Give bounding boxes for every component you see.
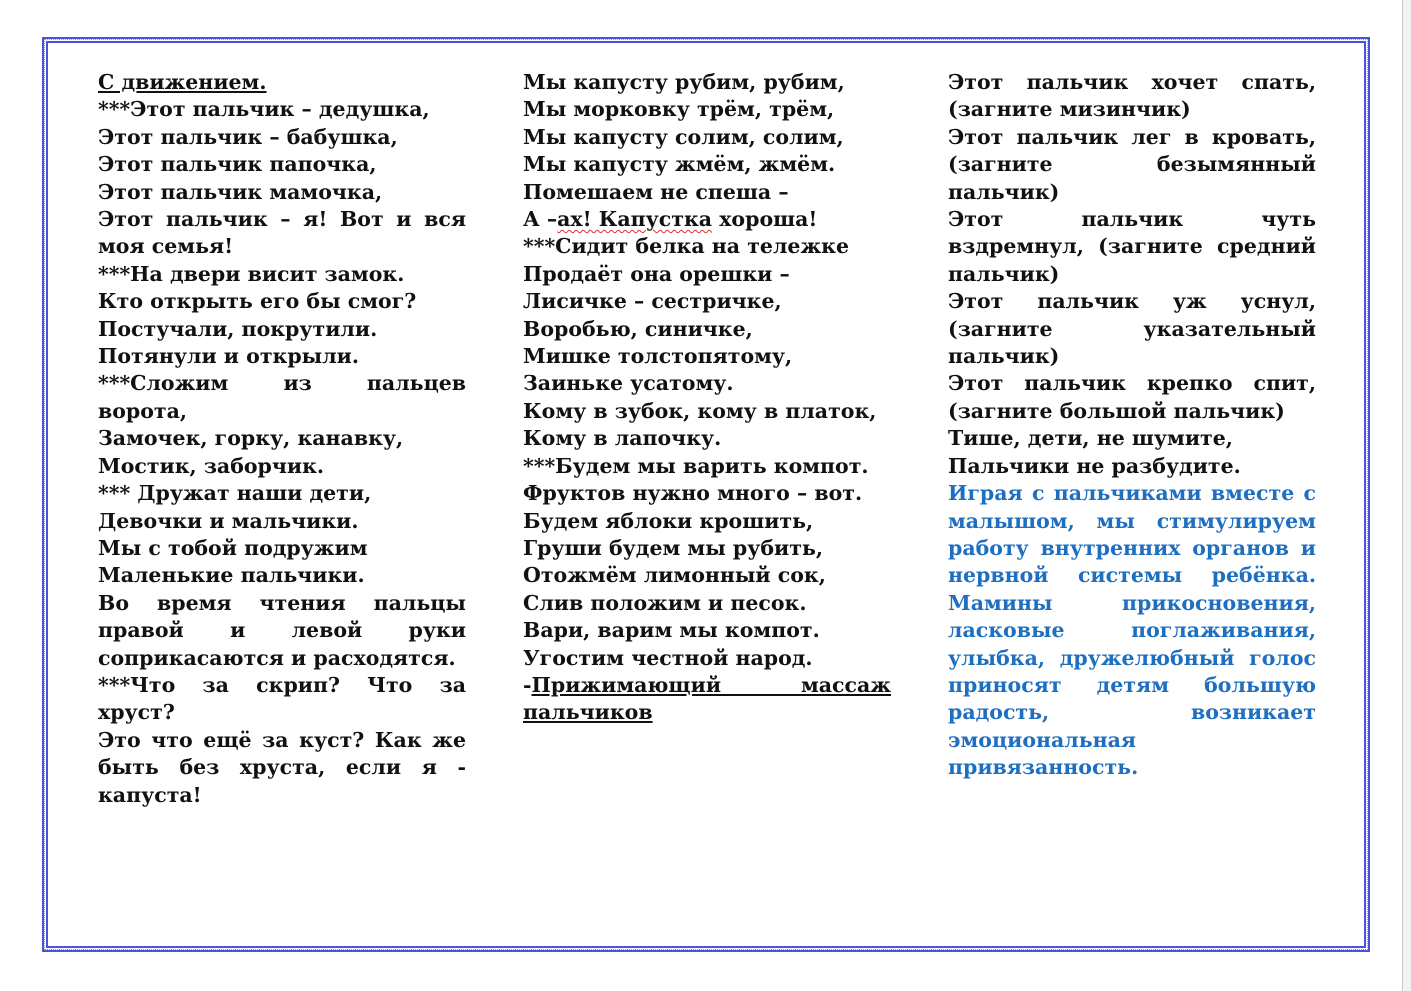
text-line: Этот пальчик хочет спать, (загните мизинчик) (948, 70, 1316, 122)
text-line: Отожмём лимонный сок, (523, 563, 826, 588)
text-line: ***Что за скрип? Что за хруст? (98, 672, 466, 725)
text-line: Груши будем мы рубить, (523, 535, 824, 560)
text-line: Этот пальчик крепко спит, (загните большой пальчик) (948, 371, 1316, 423)
text-line: Во время чтения пальцы правой и левой руки соприкасаются и расходятся. (98, 590, 466, 670)
text-fragment: - (523, 672, 532, 697)
text-line: Мы капусту солим, солим, (523, 124, 844, 149)
text-line: ***Этот пальчик – дедушка, (98, 97, 430, 122)
text-line: ***Сложим из пальцев ворота, (98, 371, 466, 423)
text-line: Продаёт она орешки – (523, 261, 790, 286)
text-line: Потянули и открыли. (98, 344, 360, 369)
text-fragment: А – (523, 207, 558, 232)
text-line: Этот пальчик чуть вздремнул, (загните средний пальчик) (948, 207, 1316, 286)
spellcheck-flagged-word[interactable]: ах! Капустка (557, 207, 713, 232)
text-line: Девочки и мальчики. (98, 508, 359, 533)
text-line: Мы морковку трём, трём, (523, 97, 835, 122)
text-line: Кто открыть его бы смог? (98, 289, 417, 314)
text-line: Мы капусту рубим, рубим, (523, 70, 845, 94)
text-line: Мишке толстопятому, (523, 344, 793, 369)
text-line: ***Будем мы варить компот. (523, 453, 869, 478)
info-paragraph: Играя с пальчиками вместе с малышом, мы стимулируем работу внутренних органов и нервной системы ребёнка. Мамины прикосновения, ласковые поглаживания, улыбка, дружелюбный голос приносят детям большую радость, возникает эмоциональная привязанность. (948, 481, 1316, 780)
text-line: Кому в лапочку. (523, 426, 722, 451)
text-line: Этот пальчик – я! Вот и вся моя семья! (98, 207, 466, 259)
text-line: Будем яблоки крошить, (523, 508, 814, 533)
text-line: Мостик, заборчик. (98, 453, 325, 478)
text-line: ***На двери висит замок. (98, 261, 405, 286)
text-column-3[interactable] (948, 69, 1316, 782)
text-line (523, 206, 891, 233)
text-line: Это что ещё за куст? Как же быть без хруста, если я - капуста! (98, 727, 466, 807)
text-line: Этот пальчик уж уснул, (загните указательный пальчик) (948, 289, 1316, 369)
text-fragment: хороша! (712, 207, 818, 232)
text-line: Тише, дети, не шумите, (948, 426, 1233, 451)
text-line: Слив положим и песок. (523, 590, 807, 615)
text-line: Пальчики не разбудите. (948, 453, 1241, 478)
text-line: Мы капусту жмём, жмём. (523, 152, 836, 177)
text-line: Постучали, покрутили. (98, 316, 378, 341)
section-heading: С движением. (98, 70, 267, 94)
text-line: Фруктов нужно много – вот. (523, 481, 863, 506)
massage-title: Прижимающий массаж пальчиков (523, 672, 891, 725)
text-line: Этот пальчик лег в кровать, (загните безымянный пальчик) (948, 124, 1316, 204)
section-heading-massage (523, 672, 891, 727)
text-column-2[interactable] (523, 69, 891, 727)
text-line: Лисичке – сестричке, (523, 289, 782, 314)
text-line: Вари, варим мы компот. (523, 618, 820, 643)
text-line: Этот пальчик папочка, (98, 152, 377, 177)
text-line: Этот пальчик – бабушка, (98, 124, 398, 149)
text-line: Воробью, синичке, (523, 316, 753, 341)
text-line: Кому в зубок, кому в платок, (523, 398, 877, 423)
text-line: ***Сидит белка на тележке (523, 234, 849, 259)
text-line: *** Дружат наши дети, (98, 481, 372, 506)
text-line: Заиньке усатому. (523, 371, 734, 396)
text-column-1[interactable] (98, 69, 466, 809)
text-line: Угостим честной народ. (523, 645, 813, 670)
text-line: Мы с тобой подружим (98, 535, 368, 560)
text-line: Помешаем не спеша – (523, 179, 789, 204)
text-line: Маленькие пальчики. (98, 563, 365, 588)
text-line: Этот пальчик мамочка, (98, 179, 383, 204)
text-line: Замочек, горку, канавку, (98, 426, 404, 451)
